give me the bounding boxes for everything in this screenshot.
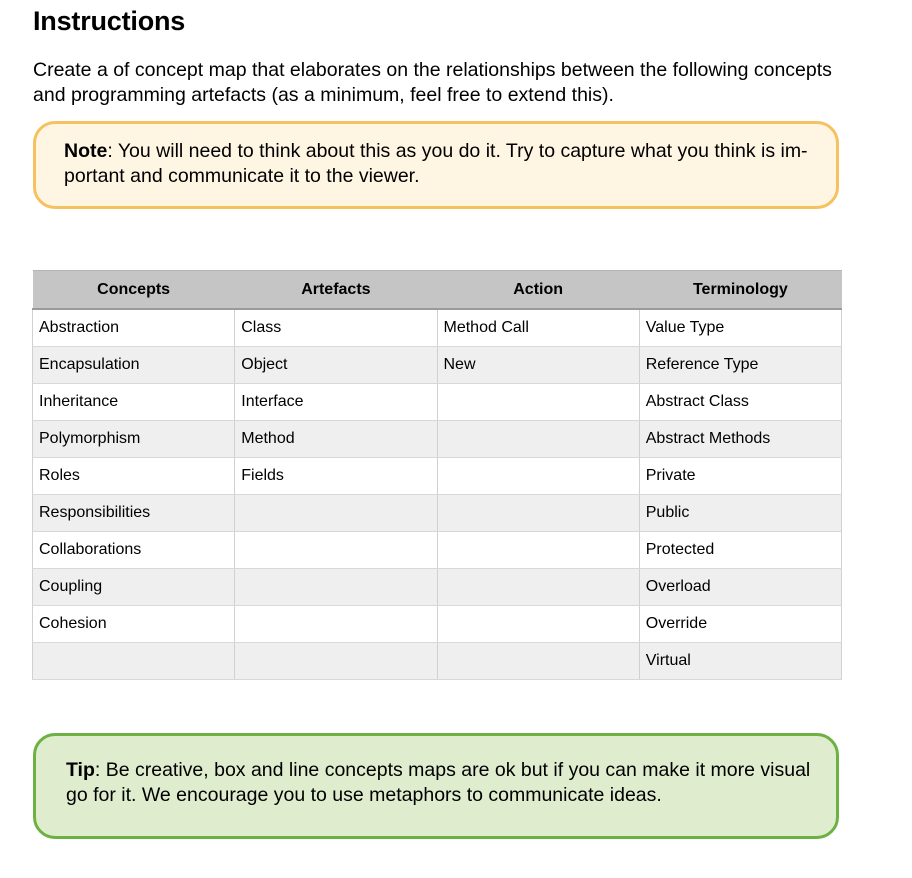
page-heading: Instructions bbox=[33, 6, 186, 36]
table-cell: Abstraction bbox=[33, 309, 235, 347]
table-cell bbox=[33, 643, 235, 680]
tip-text-line-1: : Be creative, box and line concepts maps are ok but if you can make it more visual bbox=[94, 759, 811, 781]
table-row bbox=[33, 347, 842, 384]
table-header-row bbox=[33, 271, 842, 310]
table-cell bbox=[235, 495, 437, 532]
table-cell: Fields bbox=[235, 458, 437, 495]
table-cell bbox=[235, 569, 437, 606]
table-cell: Abstract Class bbox=[639, 384, 841, 421]
tip-line-1 bbox=[66, 758, 811, 783]
table-cell bbox=[437, 495, 639, 532]
note-text-line-1: : You will need to think about this as you do it. Try to capture what you think is im- bbox=[107, 140, 808, 162]
table-cell: Method Call bbox=[437, 309, 639, 347]
table-row bbox=[33, 569, 842, 606]
table-cell bbox=[235, 532, 437, 569]
table-cell: Overload bbox=[639, 569, 841, 606]
table-cell bbox=[437, 421, 639, 458]
tip-callout bbox=[33, 733, 839, 839]
table-row bbox=[33, 458, 842, 495]
header-artefacts: Artefacts bbox=[235, 271, 437, 310]
concepts-table bbox=[32, 270, 842, 680]
table-row bbox=[33, 384, 842, 421]
tip-label: Tip bbox=[66, 759, 95, 781]
table-cell: Coupling bbox=[33, 569, 235, 606]
table-cell: Abstract Methods bbox=[639, 421, 841, 458]
table-cell: Cohesion bbox=[33, 606, 235, 643]
table-row bbox=[33, 643, 842, 680]
table-cell: Roles bbox=[33, 458, 235, 495]
table-cell bbox=[437, 606, 639, 643]
table-cell bbox=[437, 384, 639, 421]
table-cell: Method bbox=[235, 421, 437, 458]
note-callout bbox=[33, 121, 839, 209]
header-terminology: Terminology bbox=[639, 271, 841, 310]
table-cell: Encapsulation bbox=[33, 347, 235, 384]
table-body bbox=[33, 309, 842, 680]
table-cell bbox=[235, 606, 437, 643]
table-cell: Object bbox=[235, 347, 437, 384]
table-cell bbox=[235, 643, 437, 680]
note-text-line-2: portant and communicate it to the viewer. bbox=[64, 165, 420, 187]
table-cell bbox=[437, 643, 639, 680]
table-cell: Override bbox=[639, 606, 841, 643]
table-row bbox=[33, 606, 842, 643]
table-cell bbox=[437, 532, 639, 569]
table-cell: Collaborations bbox=[33, 532, 235, 569]
table-cell: Responsibilities bbox=[33, 495, 235, 532]
table-cell: Class bbox=[235, 309, 437, 347]
header-action: Action bbox=[437, 271, 639, 310]
table-row bbox=[33, 309, 842, 347]
table-cell bbox=[437, 458, 639, 495]
table-cell: Private bbox=[639, 458, 841, 495]
table-cell: Protected bbox=[639, 532, 841, 569]
table-cell bbox=[437, 569, 639, 606]
table-cell: Virtual bbox=[639, 643, 841, 680]
note-label: Note bbox=[64, 140, 108, 162]
table-cell: Polymorphism bbox=[33, 421, 235, 458]
table-cell: Interface bbox=[235, 384, 437, 421]
intro-paragraph: Create a of concept map that elaborates on the relationships between the following concepts and programming artefacts (as a minimum, feel free to extend this). bbox=[33, 59, 832, 106]
table-row bbox=[33, 532, 842, 569]
table-row bbox=[33, 495, 842, 532]
table-row bbox=[33, 421, 842, 458]
table-cell: New bbox=[437, 347, 639, 384]
tip-text-line-2: go for it. We encourage you to use metaphors to communicate ideas. bbox=[66, 784, 662, 806]
header-concepts: Concepts bbox=[33, 271, 235, 310]
note-line-1 bbox=[64, 139, 811, 164]
table-cell: Value Type bbox=[639, 309, 841, 347]
table-cell: Public bbox=[639, 495, 841, 532]
table-cell: Inheritance bbox=[33, 384, 235, 421]
table-cell: Reference Type bbox=[639, 347, 841, 384]
